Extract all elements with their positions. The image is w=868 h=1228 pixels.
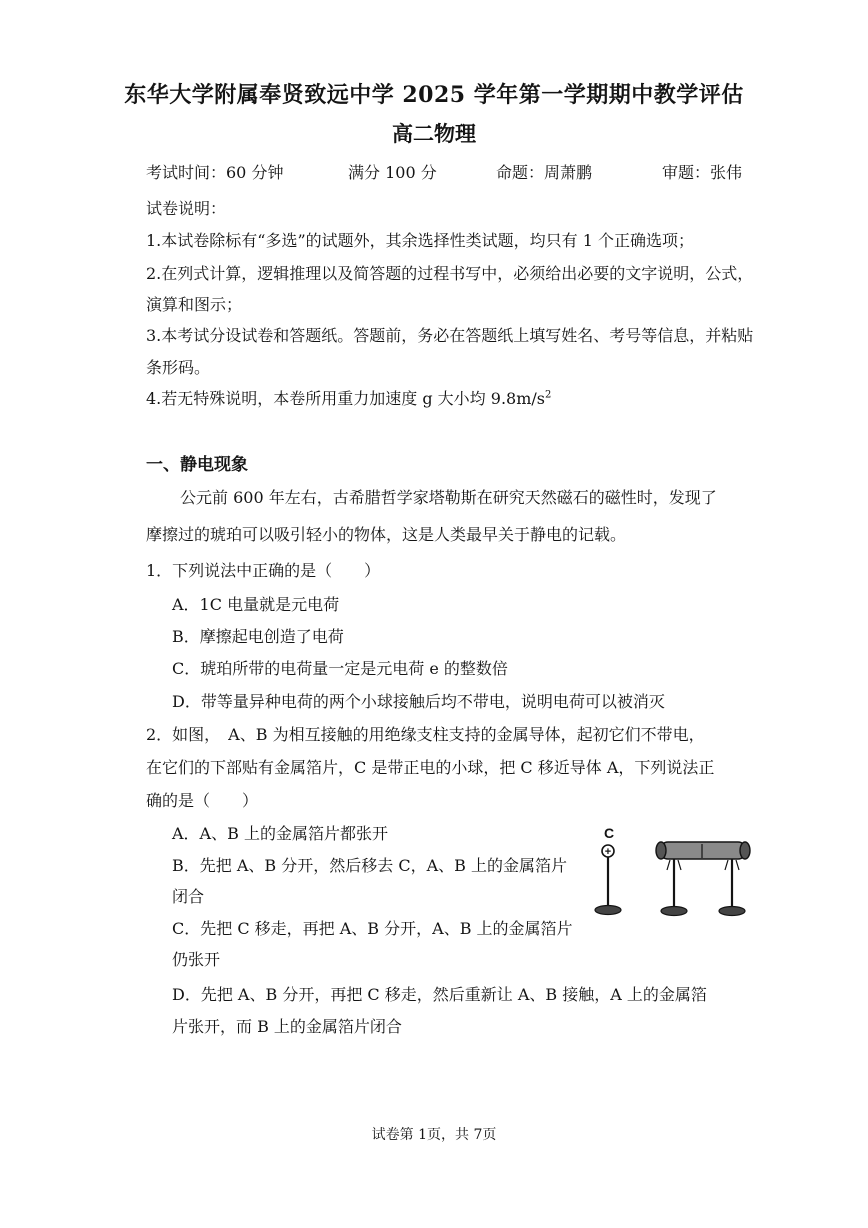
instruction-item: 3.本考试分设试卷和答题纸。答题前，务必在答题纸上填写姓名、考号等信息，并粘贴: [146, 326, 754, 345]
section-intro: 摩擦过的琥珀可以吸引轻小的物体，这是人类最早关于静电的记载。: [146, 525, 627, 544]
ball-c-label: C: [604, 826, 615, 841]
question-2-stem: 2．如图， A、B 为相互接触的用绝缘支柱支持的金属导体，起初它们不带电，: [146, 725, 705, 744]
full-score: 满分 100 分: [348, 163, 437, 182]
question-1-option-a: A．1C 电量就是元电荷: [172, 595, 340, 614]
page-footer: 试卷第 1页，共 7页: [371, 1127, 497, 1143]
instruction-item: 4.若无特殊说明，本卷所用重力加速度 g 大小均 9.8m/s: [146, 389, 545, 408]
instructions-heading: 试卷说明：: [146, 199, 227, 218]
exam-author: 命题：周萧鹏: [496, 163, 593, 182]
question-2-option-a: A．A、B 上的金属箔片都张开: [172, 824, 388, 843]
question-2-option-c: C．先把 C 移走，再把 A、B 分开，A、B 上的金属箔片: [172, 919, 573, 938]
exam-title: 东华大学附属奉贤致远中学 2025 学年第一学期期中教学评估: [124, 82, 744, 108]
exam-subject: 高二物理: [392, 121, 476, 146]
exam-time: 考试时间：60 分钟: [146, 163, 284, 182]
conductor-ab: [660, 842, 746, 859]
instruction-item: 1.本试卷除标有“多选”的试题外，其余选择性类试题，均只有 1 个正确选项；: [146, 231, 694, 250]
question-2-option-d: D．先把 A、B 分开，再把 C 移走，然后重新让 A、B 接触，A 上的金属箔: [172, 985, 707, 1004]
conductor-a-end: [656, 842, 666, 859]
stand-base-b: [719, 907, 745, 916]
question-2-option-c-cont: 仍张开: [172, 950, 221, 969]
conductor-figure: [578, 826, 758, 926]
conductor-b-end: [740, 842, 750, 859]
stand-base-a: [661, 907, 687, 916]
stand-base-c: [595, 906, 621, 915]
question-1-stem: 1．下列说法中正确的是（ ）: [146, 561, 381, 580]
instruction-item: 条形码。: [146, 358, 211, 377]
instruction-item-gravity: [146, 386, 551, 409]
instruction-item: 2.在列式计算，逻辑推理以及简答题的过程书写中，必须给出必要的文字说明，公式，: [146, 264, 754, 283]
section-heading: 一、静电现象: [146, 455, 248, 475]
instruction-item: 演算和图示；: [146, 295, 243, 314]
question-2-option-b-cont: 闭合: [172, 887, 205, 906]
question-1-option-d: D．带等量异种电荷的两个小球接触后均不带电，说明电荷可以被消灭: [172, 692, 665, 711]
positive-sign-icon: +: [604, 846, 612, 858]
section-intro: 公元前 600 年左右，古希腊哲学家塔勒斯在研究天然磁石的磁性时，发现了: [180, 488, 717, 507]
question-2-option-d-cont: 片张开，而 B 上的金属箔片闭合: [172, 1017, 402, 1036]
question-2-stem: 在它们的下部贴有金属箔片，C 是带正电的小球，把 C 移近导体 A，下列说法正: [146, 758, 715, 777]
question-2-stem: 确的是（ ）: [146, 791, 259, 810]
exam-reviewer: 审题：张伟: [662, 163, 743, 182]
question-1-option-b: B．摩擦起电创造了电荷: [172, 627, 344, 646]
unit-exponent: 2: [545, 389, 552, 401]
question-2-option-b: B．先把 A、B 分开，然后移去 C，A、B 上的金属箔片: [172, 856, 567, 875]
question-1-option-c: C．琥珀所带的电荷量一定是元电荷 e 的整数倍: [172, 659, 508, 678]
